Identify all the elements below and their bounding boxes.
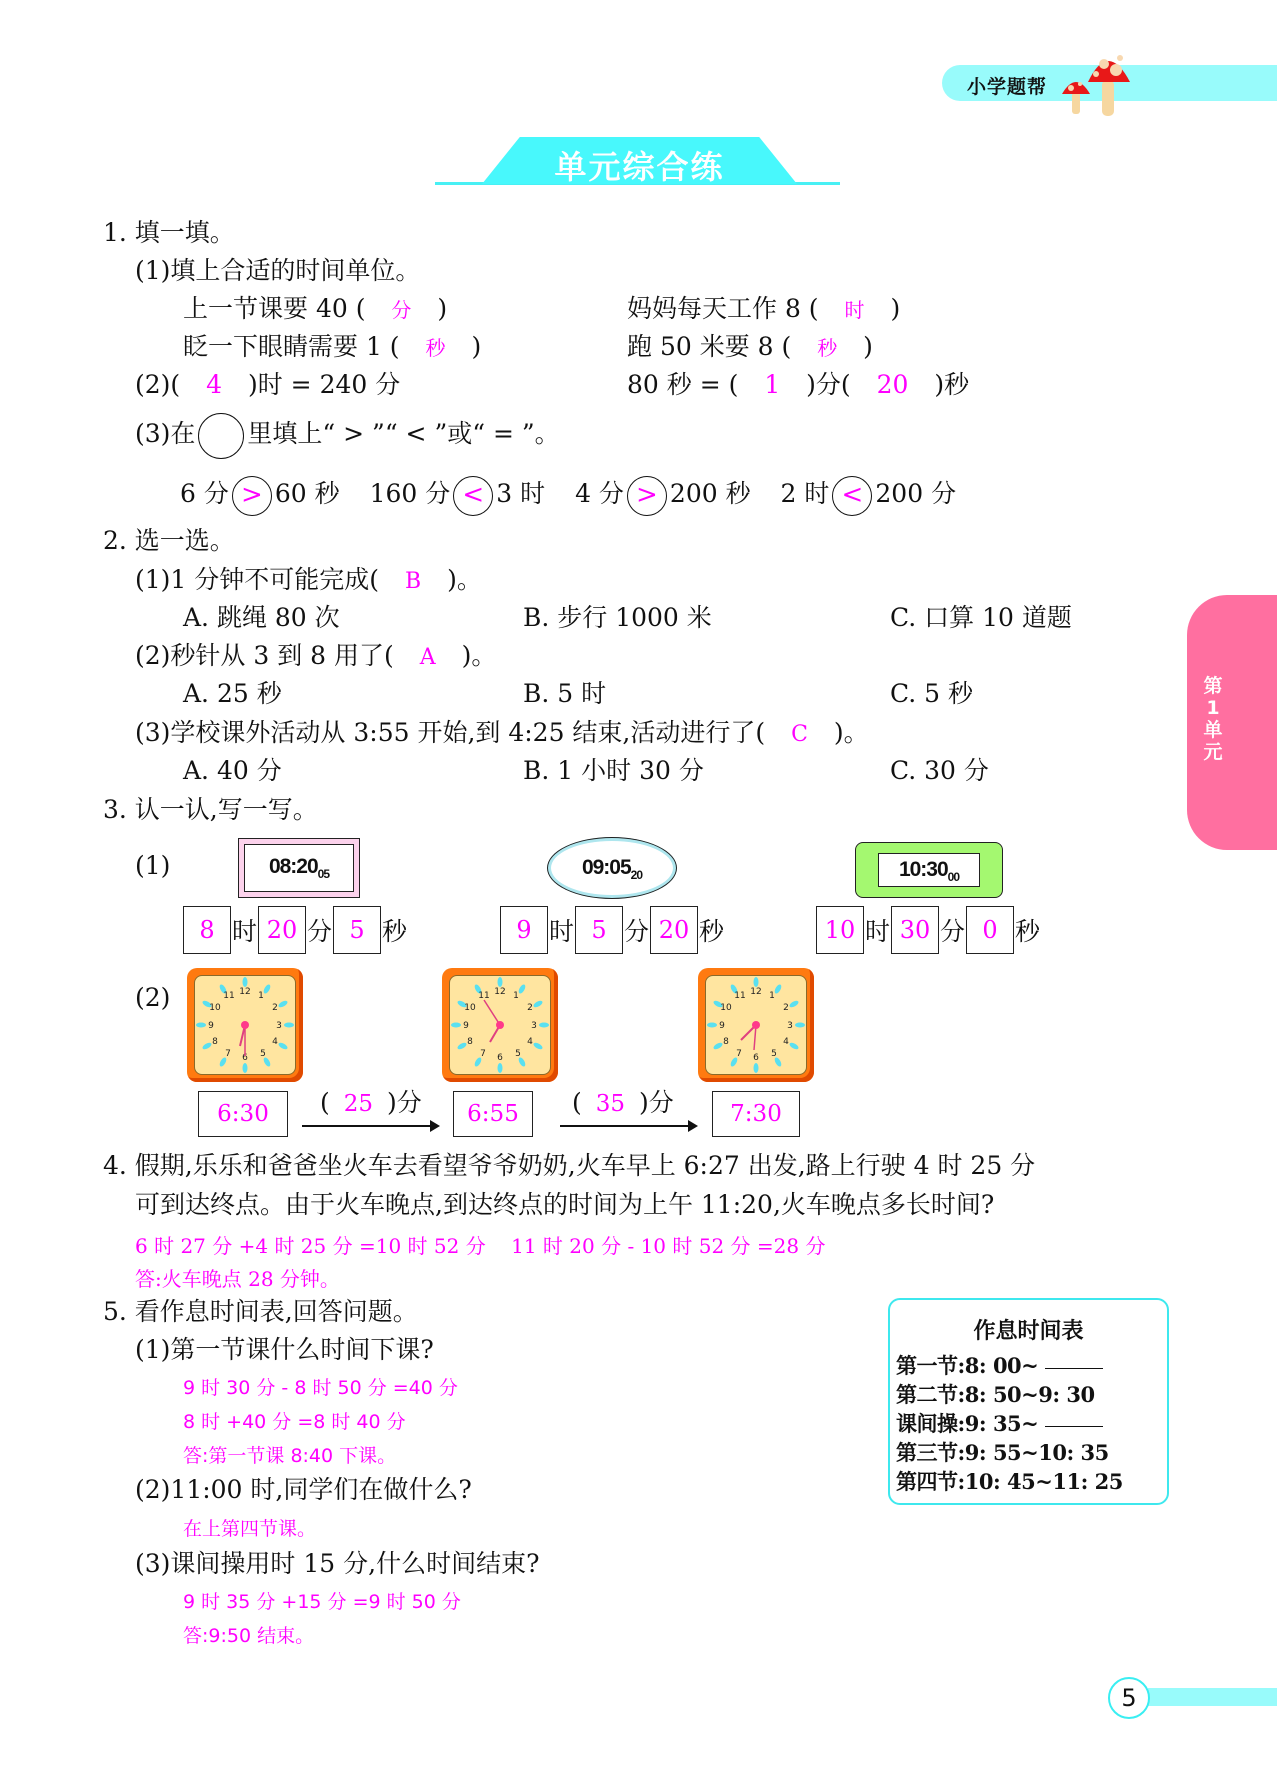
- q2-option: C. 5 秒: [890, 679, 973, 708]
- svg-text:6: 6: [497, 1053, 503, 1063]
- q5-p3-answer: 答:9:50 结束。: [183, 1625, 315, 1647]
- svg-text:7: 7: [225, 1049, 231, 1059]
- q5-p1-answer: 8 时 +40 分 =8 时 40 分: [183, 1411, 406, 1433]
- q1-p2-left: (2)( 4 )时 = 240 分: [135, 370, 401, 399]
- analog-clock-630: [187, 968, 303, 1082]
- svg-text:9: 9: [719, 1021, 725, 1031]
- hour-box: 9: [500, 906, 548, 954]
- minute-box: 30: [891, 906, 939, 954]
- q2-option: C. 口算 10 道题: [890, 603, 1072, 632]
- q2-option: B. 步行 1000 米: [523, 603, 712, 632]
- q2-option: B. 1 小时 30 分: [523, 756, 704, 785]
- svg-text:6: 6: [753, 1053, 759, 1063]
- side-char: 第: [1203, 675, 1223, 697]
- schedule-title: 作息时间表: [973, 1319, 1084, 1344]
- second-box: 5: [333, 906, 381, 954]
- blank-circle-icon: [198, 413, 244, 459]
- digital-display-3: $10:30_{00}$: [855, 842, 1003, 898]
- svg-text:11: 11: [478, 991, 490, 1001]
- mushroom-icon: [1060, 42, 1150, 117]
- svg-text:6: 6: [242, 1053, 248, 1063]
- answer: B: [404, 569, 422, 594]
- clock-face-icon: [450, 976, 550, 1074]
- interval-label: ( 25 )分: [320, 1088, 422, 1117]
- q4-line2: 可到达终点。由于火车晚点,到达终点的时间为上午 11:20,火车晚点多长时间?: [135, 1190, 995, 1219]
- q4-answer-calc: 6 时 27 分 +4 时 25 分 =10 时 52 分 11 时 20 分 - 10 时 52 分 =28 分: [135, 1234, 826, 1258]
- svg-text:4: 4: [272, 1037, 278, 1047]
- svg-text:3: 3: [787, 1021, 793, 1031]
- schedule-row: 第三节:9: 55~10: 35: [896, 1440, 1109, 1465]
- time-box: 7:30: [712, 1091, 800, 1137]
- unit-side-label: [1200, 675, 1226, 763]
- svg-text:10: 10: [720, 1003, 732, 1013]
- answer: 25: [343, 1091, 373, 1117]
- answer: 时: [844, 298, 865, 322]
- answer: 分: [391, 298, 412, 322]
- arrow-right-icon: [560, 1125, 696, 1127]
- answer: A: [419, 645, 436, 670]
- time-answer-1: 8 时 20 分 5 秒: [183, 906, 408, 954]
- schedule-row: 课间操:9: 35~: [896, 1409, 1167, 1438]
- svg-text:11: 11: [223, 991, 235, 1001]
- side-char: 1: [1206, 697, 1220, 719]
- interval-label: ( 35 )分: [572, 1088, 674, 1117]
- svg-text:12: 12: [494, 987, 506, 997]
- page-title: 单元综合练: [554, 148, 725, 186]
- q5-p1-answer: 答:第一节课 8:40 下课。: [183, 1445, 397, 1467]
- page-number: 5: [1108, 1677, 1150, 1719]
- answer: 秒: [817, 336, 838, 360]
- answer: 1: [764, 370, 781, 399]
- analog-clock-730: [698, 968, 814, 1082]
- svg-text:4: 4: [783, 1037, 789, 1047]
- compare-circle: <: [453, 476, 493, 516]
- q3-heading: 3. 认一认,写一写。: [103, 795, 318, 824]
- svg-text:8: 8: [723, 1037, 729, 1047]
- q1-p3-label: (3)在 里填上“ > ”“ < ”或“ = ”。: [135, 410, 560, 459]
- svg-text:11: 11: [734, 991, 746, 1001]
- hour-box: 10: [816, 906, 864, 954]
- svg-text:12: 12: [750, 987, 762, 997]
- q5-p3-answer: 9 时 35 分 +15 分 =9 时 50 分: [183, 1591, 461, 1613]
- q1-p1-label: (1)填上合适的时间单位。: [135, 256, 421, 285]
- q2-option: B. 5 时: [523, 679, 607, 708]
- side-char: 元: [1203, 741, 1223, 763]
- time-box: 6:55: [453, 1091, 533, 1137]
- svg-text:1: 1: [769, 991, 775, 1001]
- q5-p2-answer: 在上第四节课。: [183, 1518, 317, 1540]
- compare-circle: >: [627, 476, 667, 516]
- svg-text:3: 3: [531, 1021, 537, 1031]
- arrow-right-icon: [302, 1125, 438, 1127]
- svg-text:4: 4: [527, 1037, 533, 1047]
- q2-question: (2)秒针从 3 到 8 用了( A )。: [135, 641, 497, 670]
- q2-option: C. 30 分: [890, 756, 989, 785]
- q1-p3-comparisons: 6 分 > 60 秒 160 分 < 3 时 4 分 > 200 秒 2 时 < 200 分: [180, 472, 956, 516]
- page-footer-bar: [1148, 1688, 1277, 1706]
- q2-option: A. 40 分: [183, 756, 282, 785]
- svg-text:7: 7: [736, 1049, 742, 1059]
- q2-option: A. 25 秒: [183, 679, 282, 708]
- q5-heading: 5. 看作息时间表,回答问题。: [103, 1297, 418, 1326]
- svg-text:7: 7: [480, 1049, 486, 1059]
- side-char: 单: [1203, 719, 1223, 741]
- second-box: 0: [966, 906, 1014, 954]
- q1-p2-right: 80 秒 = ( 1 )分( 20 )秒: [627, 370, 970, 399]
- q4-answer: 答:火车晚点 28 分钟。: [135, 1267, 340, 1291]
- q5-p1-answer: 9 时 30 分 - 8 时 50 分 =40 分: [183, 1377, 458, 1399]
- svg-text:1: 1: [258, 991, 264, 1001]
- digital-display-1: $08:20_{05}$: [238, 838, 360, 898]
- clock-face-icon: [706, 976, 806, 1074]
- q3-p2-label: (2): [135, 983, 171, 1012]
- time-answer-2: 9 时 5 分 20 秒: [500, 906, 725, 954]
- answer: C: [791, 722, 808, 747]
- schedule-row: 第一节:8: 00~: [896, 1351, 1167, 1380]
- svg-text:8: 8: [467, 1037, 473, 1047]
- blank-line: [1045, 1426, 1103, 1427]
- q2-heading: 2. 选一选。: [103, 526, 235, 555]
- svg-text:9: 9: [208, 1021, 214, 1031]
- svg-text:2: 2: [527, 1003, 533, 1013]
- compare-circle: <: [832, 476, 872, 516]
- schedule-row: 第四节:10: 45~11: 25: [896, 1469, 1123, 1494]
- svg-text:10: 10: [209, 1003, 221, 1013]
- q1-p1-item: 眨一下眼睛需要 1 ( 秒 ): [183, 332, 482, 361]
- q2-question: (3)学校课外活动从 3:55 开始,到 4:25 结束,活动进行了( C )。: [135, 718, 869, 747]
- svg-text:5: 5: [515, 1049, 521, 1059]
- q1-heading: 1. 填一填。: [103, 218, 235, 247]
- blank-line: [1045, 1368, 1103, 1369]
- q4-line1: 4. 假期,乐乐和爸爸坐火车去看望爷爷奶奶,火车早上 6:27 出发,路上行驶 4 时 25 分: [103, 1151, 1036, 1180]
- q2-option: A. 跳绳 80 次: [183, 603, 340, 632]
- answer: 4: [206, 370, 223, 399]
- q1-p1-item: 跑 50 米要 8 ( 秒 ): [627, 332, 873, 361]
- svg-text:9: 9: [463, 1021, 469, 1031]
- minute-box: 5: [575, 906, 623, 954]
- svg-text:5: 5: [260, 1049, 266, 1059]
- clock-face-icon: [195, 976, 295, 1074]
- svg-text:2: 2: [272, 1003, 278, 1013]
- answer: 秒: [425, 336, 446, 360]
- svg-text:1: 1: [513, 991, 519, 1001]
- schedule-card: [888, 1298, 1169, 1505]
- q1-p1-item: 上一节课要 40 ( 分 ): [183, 294, 448, 323]
- time-box: 6:30: [198, 1091, 288, 1137]
- schedule-row: 第二节:8: 50~9: 30: [896, 1382, 1095, 1407]
- q2-question: (1)1 分钟不可能完成( B )。: [135, 565, 482, 594]
- q5-p3-question: (3)课间操用时 15 分,什么时间结束?: [135, 1549, 540, 1578]
- svg-text:3: 3: [276, 1021, 282, 1031]
- q5-p2-question: (2)11:00 时,同学们在做什么?: [135, 1475, 472, 1504]
- hour-box: 8: [183, 906, 231, 954]
- brand-name: 小学题帮: [967, 76, 1048, 98]
- svg-text:2: 2: [783, 1003, 789, 1013]
- q3-p1-label: (1): [135, 851, 171, 880]
- minute-box: 20: [258, 906, 306, 954]
- answer: 20: [876, 370, 909, 399]
- digital-display-2: $09:05_{20}$: [547, 837, 677, 899]
- svg-text:8: 8: [212, 1037, 218, 1047]
- svg-text:10: 10: [464, 1003, 476, 1013]
- svg-text:5: 5: [771, 1049, 777, 1059]
- analog-clock-655: [442, 968, 558, 1082]
- answer: 35: [595, 1091, 625, 1117]
- q5-p1-question: (1)第一节课什么时间下课?: [135, 1335, 434, 1364]
- q1-p1-item: 妈妈每天工作 8 ( 时 ): [627, 294, 901, 323]
- second-box: 20: [650, 906, 698, 954]
- time-answer-3: 10 时 30 分 0 秒: [816, 906, 1041, 954]
- svg-text:12: 12: [239, 987, 251, 997]
- compare-circle: >: [232, 476, 272, 516]
